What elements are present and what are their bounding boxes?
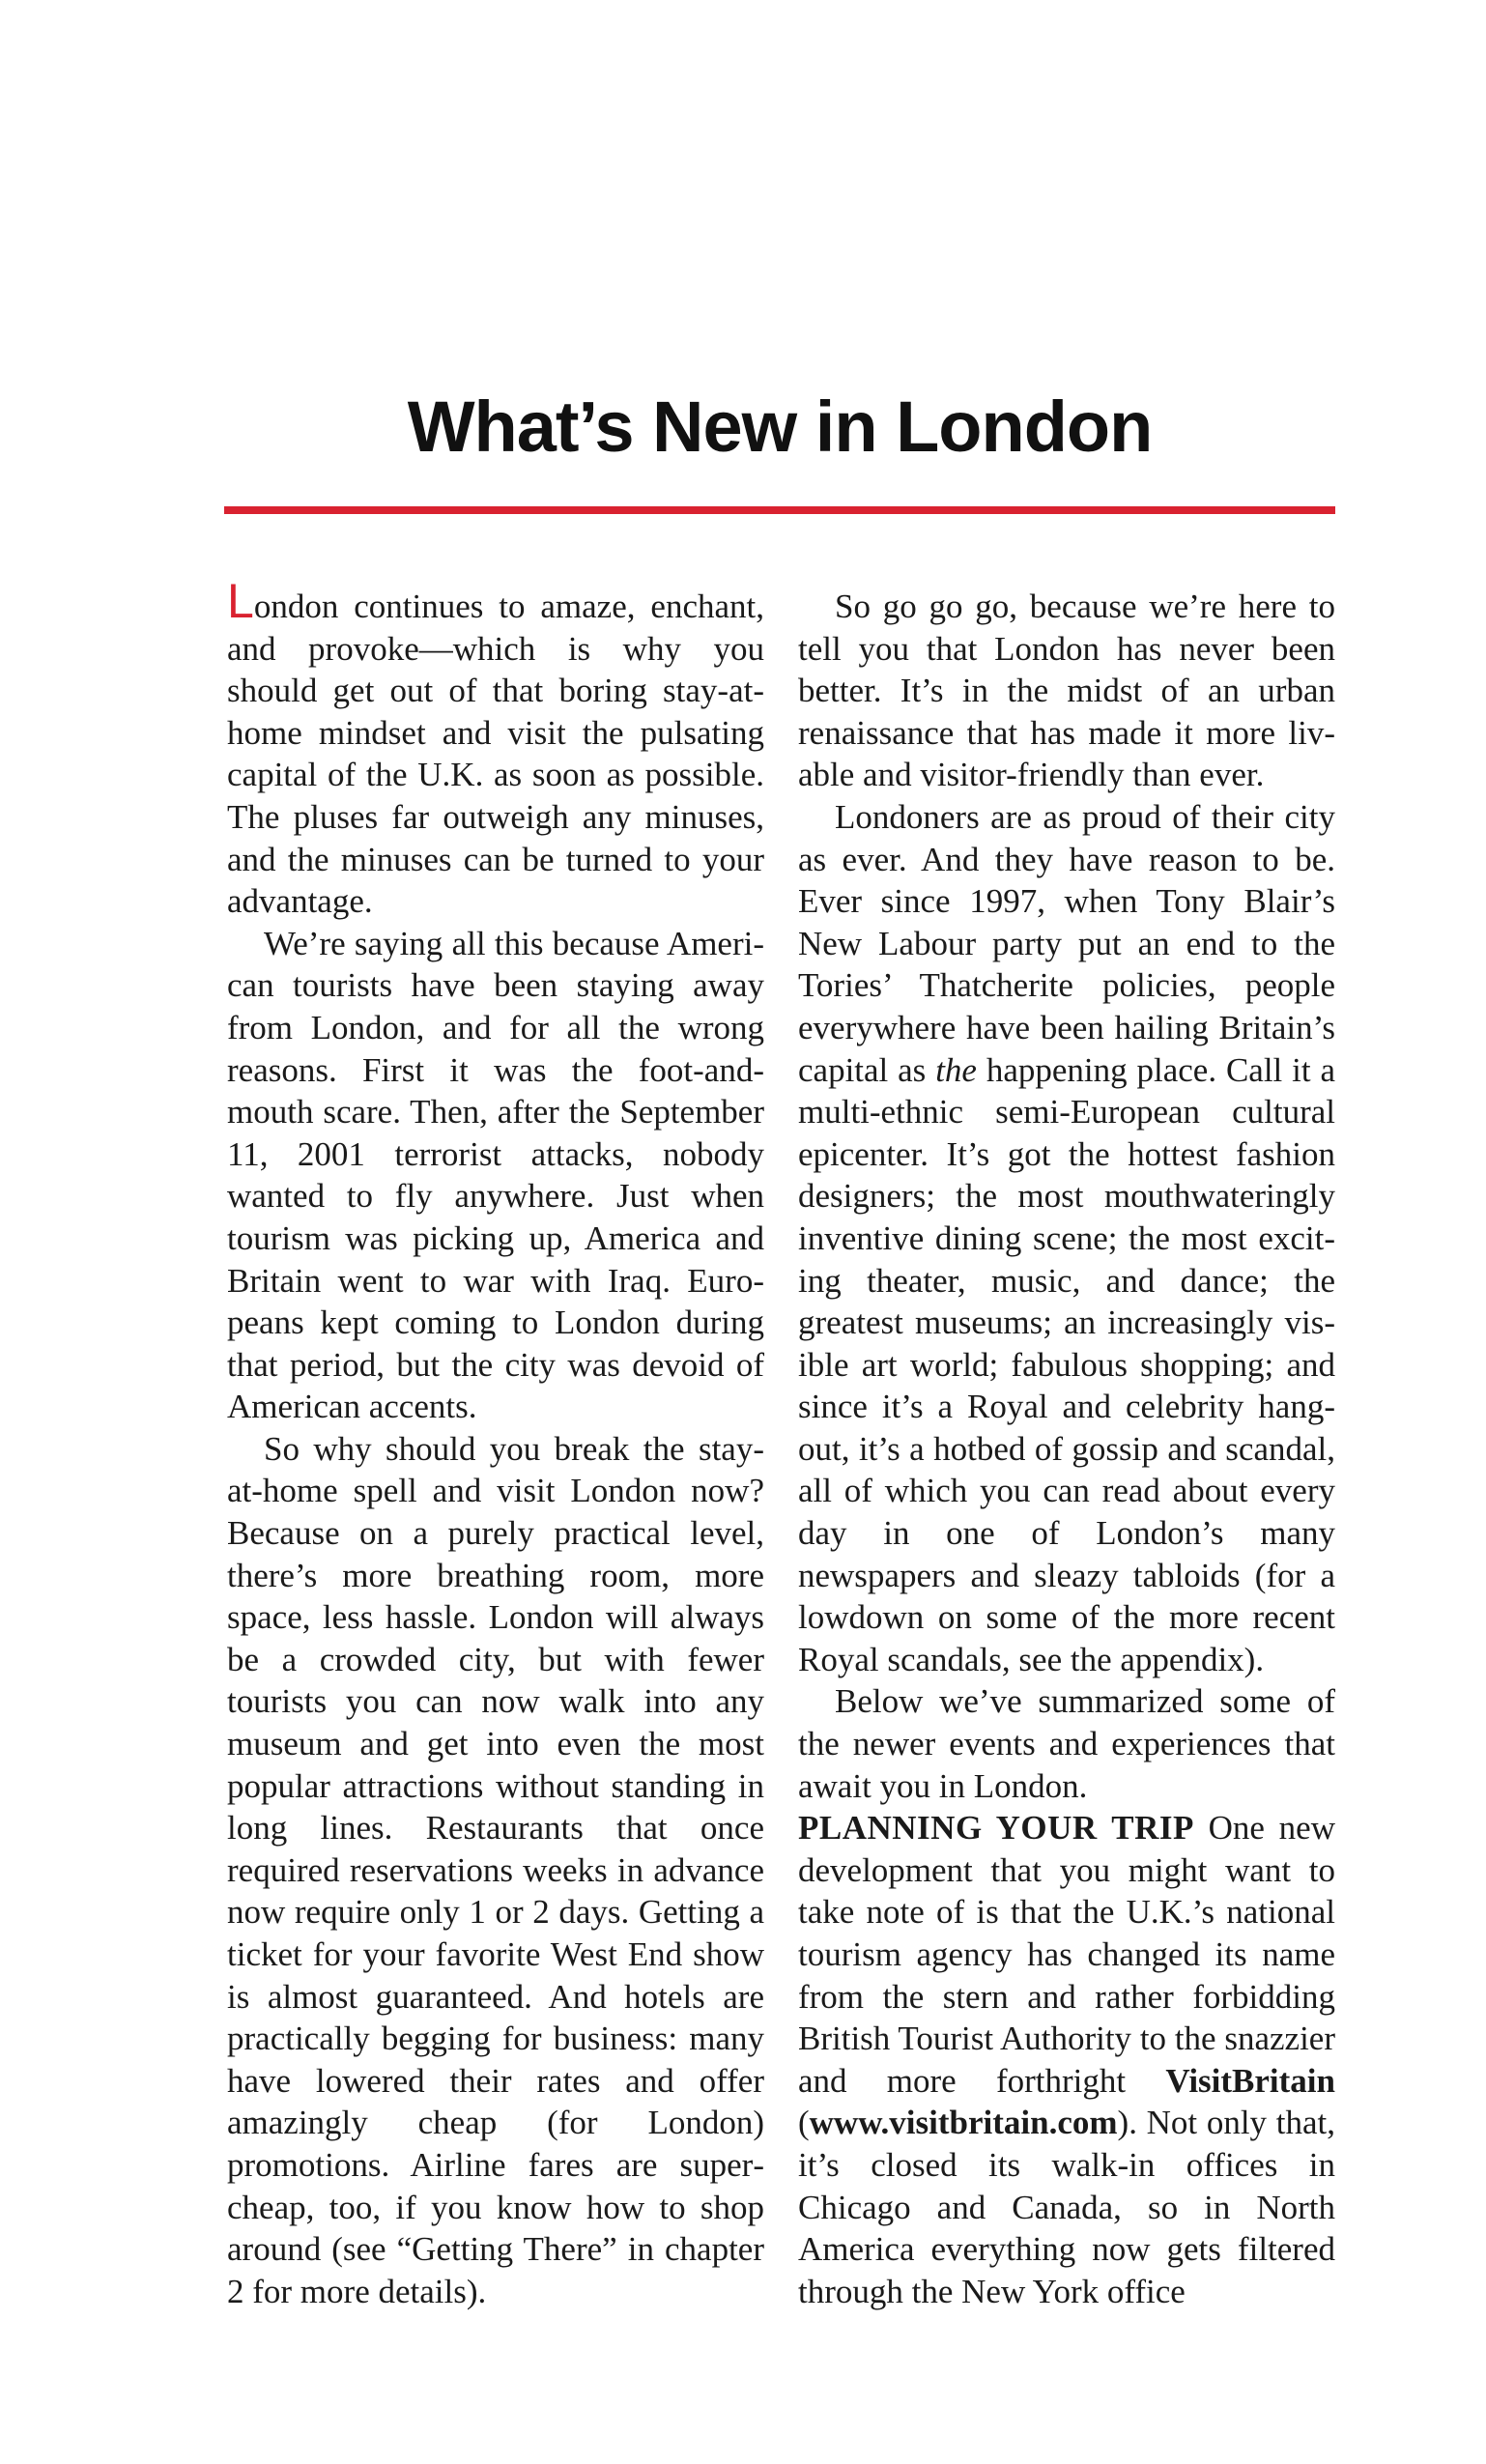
drop-cap: L bbox=[227, 574, 254, 628]
tourists-paragraph: We’re saying all this because American tourists have been staying away from London, and for all the wrong reasons. First it was the foot-and-mouth scare. Then, after the September 11, 2001 terrorist attacks, nobody wanted to fly anywhere. Just when tourism was picking up, America and Britain went to war with Iraq. Europeans kept coming to London during that period, but the city was devoid of American accents. bbox=[227, 924, 764, 1426]
londoners-paragraph bbox=[798, 796, 1335, 1680]
planning-text-a: One new development that you might want to take note of is that the U.K.’s national tourism agency has changed its name from the stern and rather forbidding British Tourist Authority to the snazzier and more forthright bbox=[798, 1809, 1335, 2100]
londoners-text-b: happening place. Call it a multi-ethnic semi-European cultural epicenter. It’s got the hottest fashion designers; the most mouthwateringly inventive dining scene; the most exciting theater, music, and dance; the greatest museums; an increasingly visible art world; fabulous shopping; and since it’s a Royal and celebrity hangout, it’s a hotbed of gossip and scandal, all of which you can read about every day in one of London’s many newspapers and sleazy tabloids (for a lowdown on some of the more recent Royal scandals, see the appendix). bbox=[798, 1050, 1335, 1678]
visitbritain-url: www.visitbritain.com bbox=[809, 2104, 1118, 2142]
planning-text-c: ). Not only that, it’s closed its walk-in offices in Chicago and Canada, so in North America everything now gets filtered through the New York office bbox=[798, 2104, 1335, 2310]
summary-paragraph: Below we’ve summarized some of the newer events and experiences that await you in London. bbox=[798, 1682, 1335, 1805]
section-heading-planning: PLANNING YOUR TRIP bbox=[798, 1809, 1194, 1848]
planning-paragraph bbox=[798, 1807, 1335, 2312]
title-rule bbox=[224, 506, 1335, 514]
page-title: What’s New in London bbox=[407, 387, 1153, 467]
emphasis-the: the bbox=[935, 1050, 977, 1089]
londoners-text-a: Londoners are as proud of their city as ever. And they have reason to be. Ever since 1997, when Tony Blair’s New Labour party put an end to the Tories’ Thatcherite policies, people everywhere have been hailing Britain’s capital as bbox=[798, 797, 1335, 1089]
go-paragraph: So go go go, because we’re here to tell you that London has never been better. It’s in the midst of an urban renaissance that has made it more livable and visitor-friendly than ever. bbox=[798, 587, 1335, 794]
left-column bbox=[227, 574, 764, 2312]
intro-paragraph-text: ondon continues to amaze, enchant, and provoke—which is why you should get out of that boring stay-at-home mindset and visit the pulsating capital of the U.K. as soon as possible. The pluses far outweigh any minuses, and the minuses can be turned to your advantage. bbox=[227, 587, 764, 921]
why-visit-paragraph: So why should you break the stay-at-home spell and visit London now? Because on a purely practical level, there’s more breathing room, more space, less hassle. London will always be a crowded city, but with fewer tourists you can now walk into any museum and get into even the most popular attractions without standing in long lines. Restaurants that once required reservations weeks in advance now require only 1 or 2 days. Getting a ticket for your favorite West End show is almost guaranteed. And hotels are practically begging for business: many have lowered their rates and offer amazingly cheap (for London) promotions. Airline fares are supercheap, too, if you know how to shop around (see “Getting There” in chapter 2 for more details). bbox=[227, 1429, 764, 2310]
intro-paragraph bbox=[227, 574, 764, 923]
right-column bbox=[798, 586, 1335, 2312]
planning-text-b: ( bbox=[798, 2104, 810, 2142]
brand-visitbritain: VisitBritain bbox=[1165, 2061, 1335, 2100]
